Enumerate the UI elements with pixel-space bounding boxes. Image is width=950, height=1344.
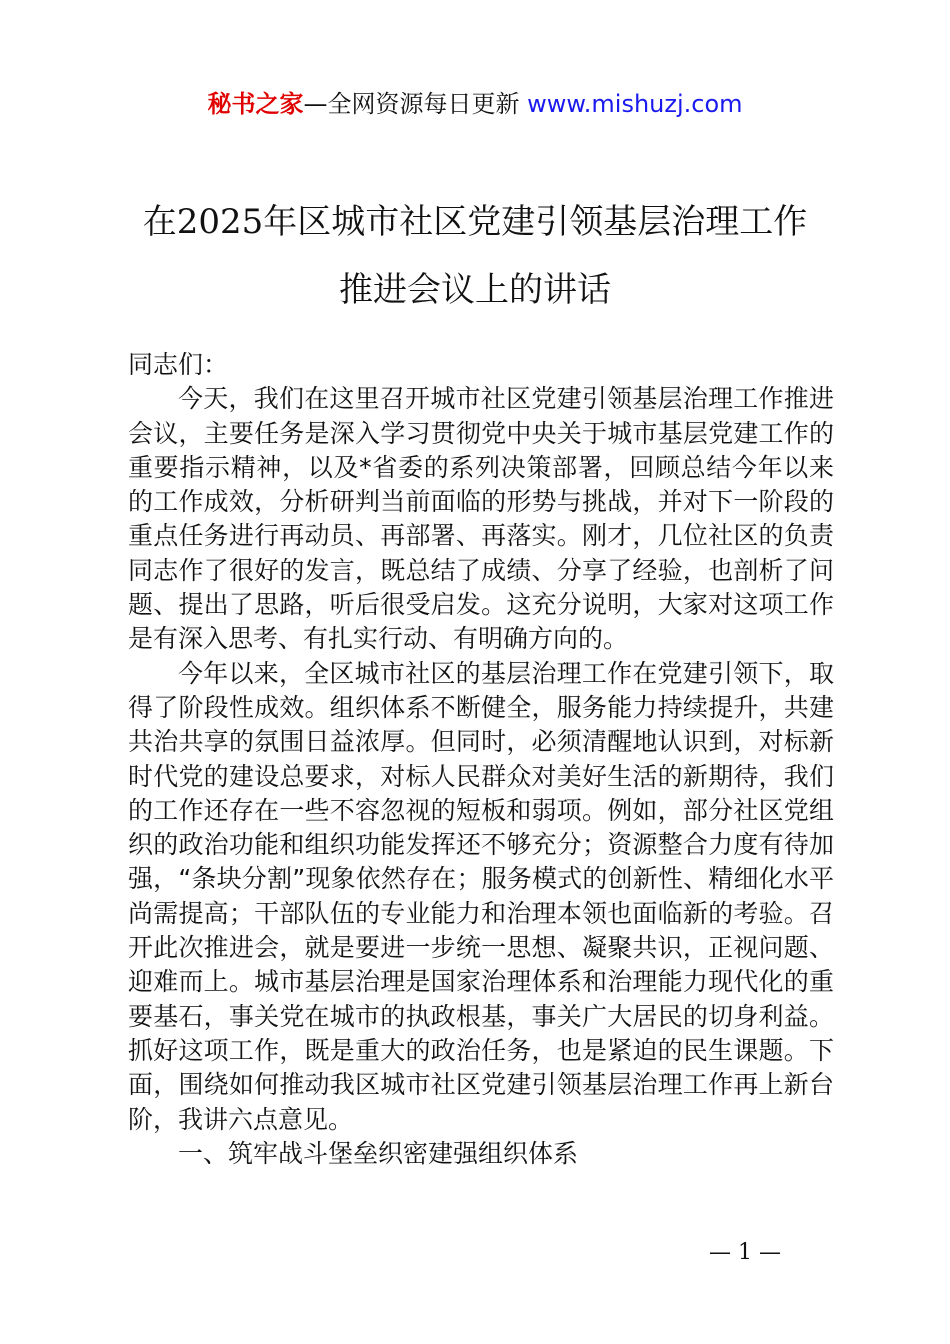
site-header bbox=[0, 86, 950, 122]
document-body bbox=[128, 348, 834, 1171]
site-url-link[interactable]: www.mishuzj.com bbox=[527, 90, 743, 118]
section-heading-1: 一、筑牢战斗堡垒织密建强组织体系 bbox=[178, 1138, 579, 1168]
title-line-1: 在2025年区城市社区党建引领基层治理工作 bbox=[142, 202, 808, 242]
document-title bbox=[60, 188, 890, 324]
title-line-2: 推进会议上的讲话 bbox=[339, 270, 611, 310]
site-tagline: —全网资源每日更新 bbox=[303, 90, 520, 118]
salutation: 同志们： bbox=[128, 350, 229, 379]
body-paragraph-1: 今天，我们在这里召开城市社区党建引领基层治理工作推进会议，主要任务是深入学习贯彻党中央关于城市基层党建工作的重要指示精神，以及*省委的系列决策部署，回顾总结今年以来的工作成效，分析研判当前面临的形势与挑战，并对下一阶段的重点任务进行再动员、再部署、再落实。刚才，几位社区的负责同志作了很好的发言，既总结了成绩、分享了经验，也剖析了问题、提出了思路，听后很受启发。这充分说明，大家对这项工作是有深入思考、有扎实行动、有明确方向的。 bbox=[128, 384, 834, 654]
page-number: — 1 — bbox=[709, 1240, 781, 1265]
brand-name: 秘书之家 bbox=[207, 90, 304, 118]
body-paragraph-2: 今年以来，全区城市社区的基层治理工作在党建引领下，取得了阶段性成效。组织体系不断健全，服务能力持续提升，共建共治共享的氛围日益浓厚。但同时，必须清醒地认识到，对标新时代党的建设总要求，对标人民群众对美好生活的新期待，我们的工作还存在一些不容忽视的短板和弱项。例如，部分社区党组织的政治功能和组织功能发挥还不够充分；资源整合力度有待加强，“条块分割”现象依然存在；服务模式的创新性、精细化水平尚需提高；干部队伍的专业能力和治理本领也面临新的考验。召开此次推进会，就是要进一步统一思想、凝聚共识，正视问题、迎难而上。城市基层治理是国家治理体系和治理能力现代化的重要基石，事关党在城市的执政根基，事关广大居民的切身利益。抓好这项工作，既是重大的政治任务，也是紧迫的民生课题。下面，围绕如何推动我区城市社区党建引领基层治理工作再上新台阶，我讲六点意见。 bbox=[128, 658, 834, 1134]
